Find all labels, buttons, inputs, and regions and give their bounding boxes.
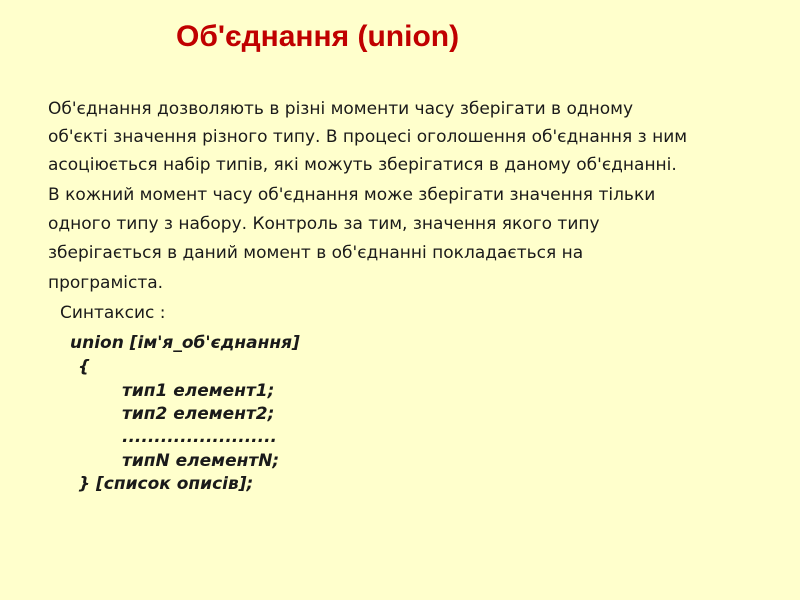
- paragraph-line: одного типу з набору. Контроль за тим, значення якого типу: [48, 214, 600, 234]
- paragraph-line: В кожний момент часу об'єднання може зберігати значення тільки: [48, 185, 656, 205]
- code-line: union [ім'я_об'єднання]: [70, 333, 300, 353]
- code-line: типN елементN;: [122, 451, 280, 471]
- code-line: тип1 елемент1;: [122, 381, 275, 401]
- paragraph-line: асоціюється набір типів, які можуть зберігатися в даному об'єднанні.: [48, 155, 677, 175]
- paragraph-line: Об'єднання дозволяють в різні моменти часу зберігати в одному: [48, 99, 634, 119]
- slide-title: Об'єднання (union): [176, 20, 460, 53]
- code-line: } [список описів];: [78, 474, 254, 494]
- code-line: ........................: [122, 427, 277, 447]
- paragraph-line: програміста.: [48, 273, 164, 293]
- paragraph-line: об'єкті значення різного типу. В процесі оголошення об'єднання з ним: [48, 127, 688, 147]
- paragraph-line: зберігається в даний момент в об'єднанні покладається на: [48, 243, 584, 263]
- code-line: тип2 елемент2;: [122, 404, 275, 424]
- code-line: {: [78, 357, 91, 377]
- syntax-label: Синтаксис :: [60, 303, 166, 323]
